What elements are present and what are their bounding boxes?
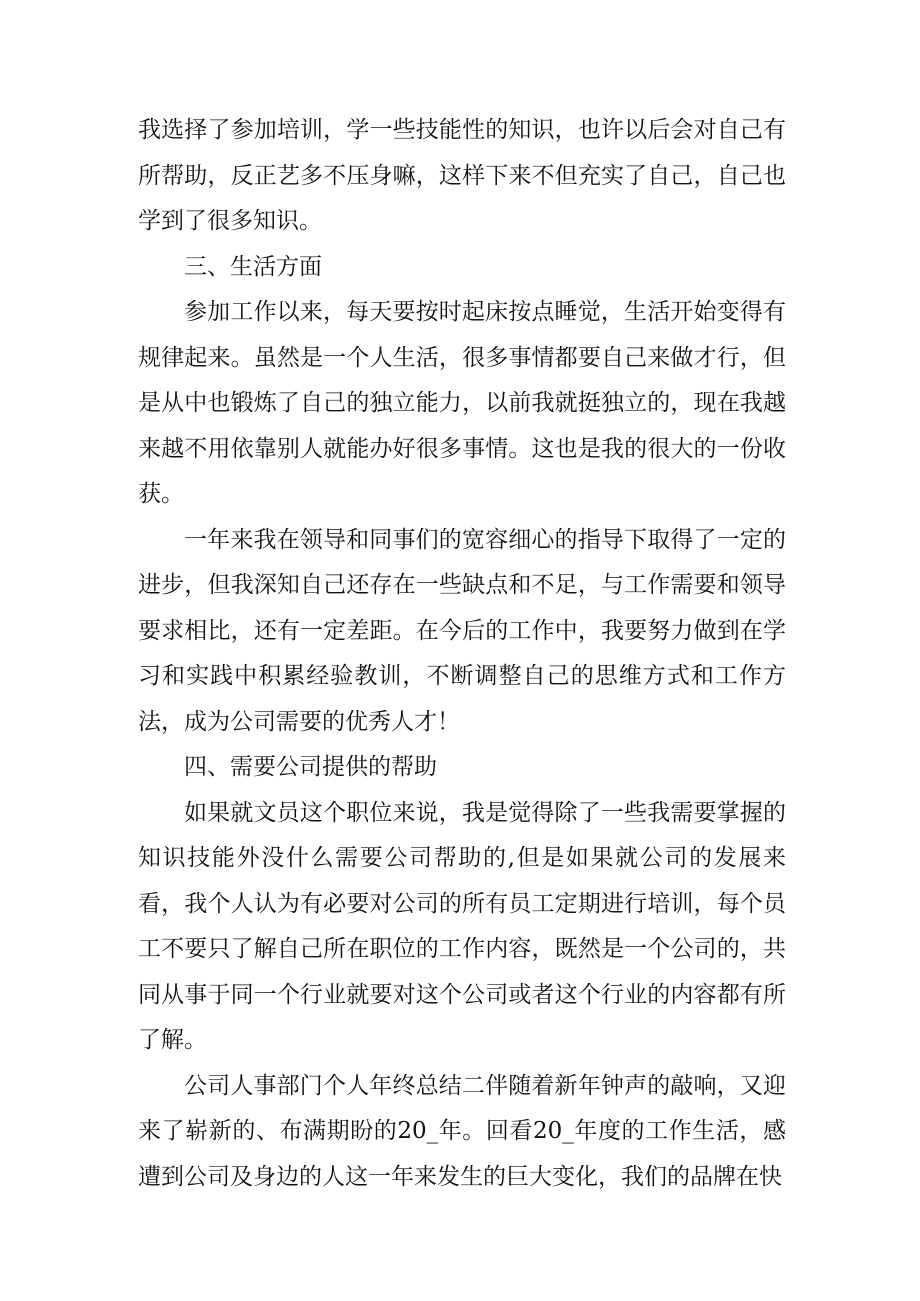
section-heading-company-help: 四、需要公司提供的帮助 — [184, 754, 437, 780]
paragraph-training-continued: 我选择了参加培训，学一些技能性的知识，也许以后会对自己有所帮助，反正艺多不压身嘛，这样下来不但充实了自己，自己也学到了很多知识。 — [138, 117, 786, 234]
section-heading-life: 三、生活方面 — [184, 253, 322, 280]
paragraph-life: 参加工作以来，每天要按时起床按点睡觉，生活开始变得有规律起来。虽然是一个人生活，很多事情都要自己来做才行，但是从中也锻炼了自己的独立能力，以前我就挺独立的，现在我越来越不用依靠别人就能办好很多事情。这也是我的很大的一份收获。 — [138, 299, 786, 507]
paragraph-progress: 一年来我在领导和同事们的宽容细心的指导下取得了一定的进步，但我深知自己还存在一些缺点和不足，与工作需要和领导要求相比，还有一定差距。在今后的工作中，我要努力做到在学习和实践中积累经验教训，不断调整自己的思维方式和工作方法，成为公司需要的优秀人才！ — [138, 526, 786, 735]
document-body — [138, 108, 786, 1200]
paragraph-second-summary: 公司人事部门个人年终总结二伴随着新年钟声的敲响，又迎来了崭新的、布满期盼的20_年。回看20_年度的工作生活，感遭到公司及身边的人这一年来发生的巨大变化，我们的品牌在快 — [138, 1072, 786, 1190]
paragraph-company-help: 如果就文员这个职位来说，我是觉得除了一些我需要掌握的知识技能外没什么需要公司帮助的,但是如果就公司的发展来看，我个人认为有必要对公司的所有员工定期进行培训，每个员工不要只了解自己所在职位的工作内容，既然是一个公司的，共同从事于同一个行业就要对这个公司或者这个行业的内容都有所了解。 — [138, 799, 786, 1053]
